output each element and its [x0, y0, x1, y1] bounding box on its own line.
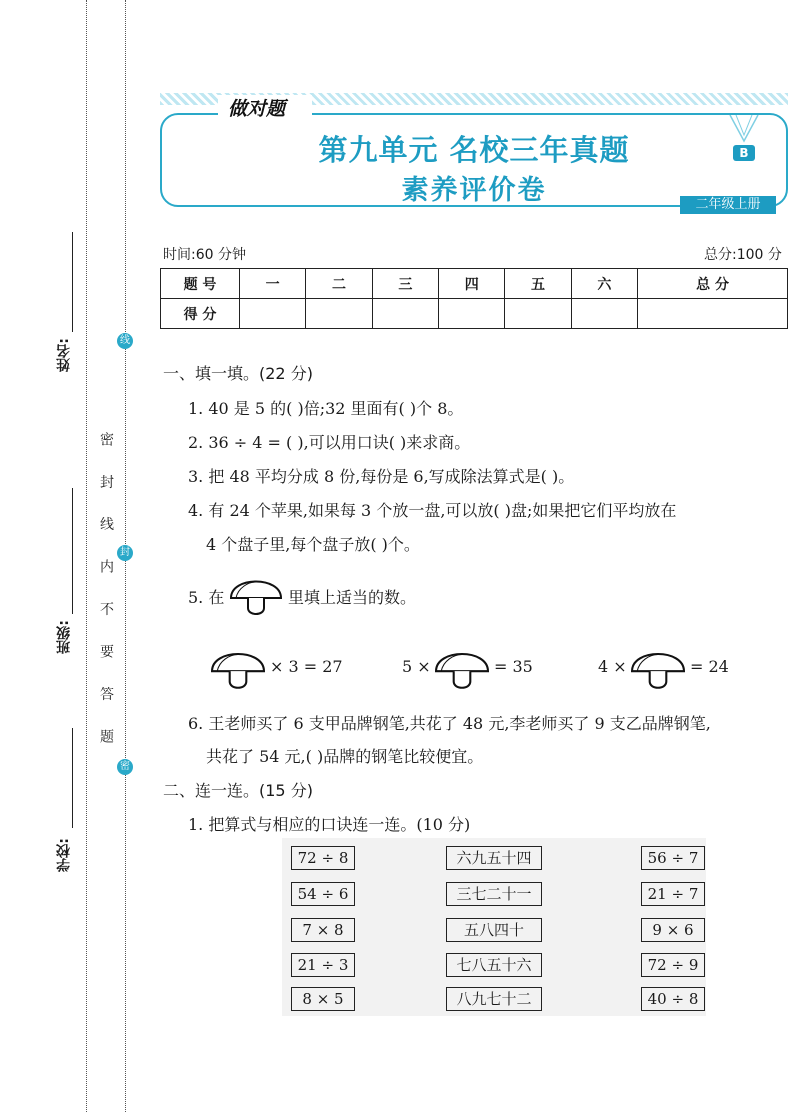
name-label: 姓名:	[56, 338, 72, 372]
right-expression[interactable]: 56 ÷ 7	[641, 846, 705, 870]
right-expression[interactable]: 21 ÷ 7	[641, 882, 705, 906]
score-cell[interactable]	[571, 299, 637, 329]
question-1-5-equation-1: × 3 = 27	[270, 657, 343, 676]
right-expression[interactable]: 72 ÷ 9	[641, 953, 705, 977]
left-expression[interactable]: 8 × 5	[291, 987, 355, 1011]
total-score: 总分:100 分	[704, 247, 782, 263]
score-table-row	[161, 299, 788, 329]
school-underline	[72, 728, 73, 828]
question-1-5-prefix: 5. 在	[188, 588, 225, 607]
banner-tag: 做对题	[218, 95, 312, 123]
score-table	[160, 268, 788, 329]
question-1-5-equation-2-suffix: = 35	[494, 657, 533, 676]
score-header-cell: 题 号	[161, 269, 240, 299]
mushroom-icon[interactable]	[208, 640, 268, 694]
badge-ribbon-icon	[726, 115, 762, 147]
right-expression[interactable]: 40 ÷ 8	[641, 987, 705, 1011]
binding-dotted-line-outer	[86, 0, 87, 1112]
score-cell[interactable]	[439, 299, 505, 329]
question-1-4-line2: 4 个盘子里,每个盘子放( )个。	[206, 535, 420, 554]
mushroom-icon	[228, 568, 284, 620]
question-1-5-equation-3-prefix: 4 ×	[598, 657, 627, 676]
score-header-cell: 二	[306, 269, 372, 299]
right-expression[interactable]: 9 × 6	[641, 918, 705, 942]
question-1-6-line2: 共花了 54 元,( )品牌的钢笔比较便宜。	[206, 747, 484, 766]
score-header-cell: 总 分	[638, 269, 788, 299]
left-expression[interactable]: 72 ÷ 8	[291, 846, 355, 870]
score-cell[interactable]	[638, 299, 788, 329]
score-cell[interactable]	[306, 299, 372, 329]
score-header-cell: 四	[439, 269, 505, 299]
page-subtitle: 素养评价卷	[401, 175, 547, 206]
page-title: 第九单元 名校三年真题	[318, 133, 630, 167]
question-1-6-line1: 6. 王老师买了 6 支甲品牌钢笔,共花了 48 元,李老师买了 9 支乙品牌钢笔,	[188, 714, 711, 733]
school-label: 学校:	[56, 838, 72, 872]
section-1-heading: 一、填一填。(22 分)	[163, 364, 313, 383]
score-header-cell: 一	[240, 269, 306, 299]
seal-instruction: 密 封 线 内 不 要 答 题	[98, 432, 114, 756]
question-2-1: 1. 把算式与相应的口诀连一连。(10 分)	[188, 815, 471, 834]
mushroom-icon[interactable]	[628, 640, 688, 694]
version-badge: B	[733, 145, 755, 161]
seal-mark-seal: 封	[117, 545, 133, 561]
score-table-header-row	[161, 269, 788, 299]
question-1-2: 2. 36 ÷ 4 = ( ),可以用口诀( )来求商。	[188, 433, 471, 452]
score-cell[interactable]	[505, 299, 571, 329]
multiplication-rhyme[interactable]: 八九七十二	[446, 987, 542, 1011]
question-1-5-suffix: 里填上适当的数。	[288, 588, 417, 607]
seal-mark-secret: 密	[117, 759, 133, 775]
score-row-label: 得 分	[161, 299, 240, 329]
class-underline	[72, 488, 73, 614]
multiplication-rhyme[interactable]: 六九五十四	[446, 846, 542, 870]
multiplication-rhyme[interactable]: 五八四十	[446, 918, 542, 942]
mushroom-icon[interactable]	[432, 640, 492, 694]
question-1-1: 1. 40 是 5 的( )倍;32 里面有( )个 8。	[188, 399, 464, 418]
question-1-3: 3. 把 48 平均分成 8 份,每份是 6,写成除法算式是( )。	[188, 467, 575, 486]
multiplication-rhyme[interactable]: 七八五十六	[446, 953, 542, 977]
question-1-4-line1: 4. 有 24 个苹果,如果每 3 个放一盘,可以放( )盘;如果把它们平均放在	[188, 501, 677, 520]
left-expression[interactable]: 21 ÷ 3	[291, 953, 355, 977]
class-label: 班级:	[56, 620, 72, 654]
multiplication-rhyme[interactable]: 三七二十一	[446, 882, 542, 906]
grade-label: 二年级上册	[680, 196, 776, 214]
score-cell[interactable]	[240, 299, 306, 329]
seal-mark-line: 线	[117, 333, 133, 349]
question-1-5-equation-2-prefix: 5 ×	[402, 657, 431, 676]
question-1-5-equation-3-suffix: = 24	[690, 657, 729, 676]
score-cell[interactable]	[372, 299, 438, 329]
score-header-cell: 三	[372, 269, 438, 299]
left-expression[interactable]: 7 × 8	[291, 918, 355, 942]
time-limit: 时间:60 分钟	[163, 247, 246, 263]
score-header-cell: 五	[505, 269, 571, 299]
left-expression[interactable]: 54 ÷ 6	[291, 882, 355, 906]
section-2-heading: 二、连一连。(15 分)	[163, 781, 313, 800]
score-header-cell: 六	[571, 269, 637, 299]
name-underline	[72, 232, 73, 332]
